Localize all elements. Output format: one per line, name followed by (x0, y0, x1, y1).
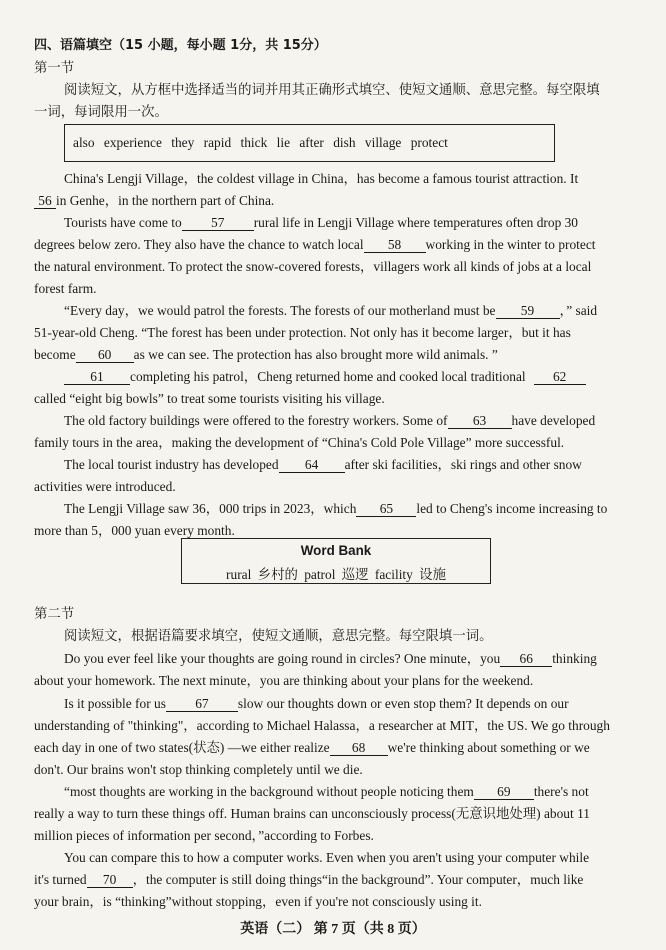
part2-instruction: 阅读短文，根据语篇要求填空，使短文通顺，意思完整。每空限填一词。 (64, 628, 493, 643)
passage1-line: degrees below zero. They also have the chance to watch local 58 working in the winter to protect (34, 237, 596, 252)
blank-61[interactable]: 61 (64, 370, 130, 385)
passage2-line: million pieces of information per second，”according to Forbes. (34, 828, 374, 843)
part1-instruction-line1: 阅读短文，从方框中选择适当的词并用其正确形式填空、使短文通顺、意思完整。每空限填 (64, 82, 600, 97)
passage1-line: Tourists have come to 57 rural life in Lengji Village where temperatures often drop 30 (64, 215, 579, 230)
blank-70[interactable]: 70 (87, 873, 133, 888)
passage1-line: family tours in the area，making the development of “China's Cold Pole Village” more successful. (34, 435, 565, 450)
passage2-line: really a way to turn these things off. Human brains can unconsciously process(无意识地处理) about 11 (34, 806, 590, 821)
blank-64[interactable]: 64 (279, 458, 345, 473)
passage1-line: more than 5，000 yuan every month. (34, 523, 235, 538)
blank-65[interactable]: 65 (356, 502, 416, 517)
blank-63[interactable]: 63 (448, 414, 512, 429)
passage1-line: activities were introduced. (34, 479, 176, 494)
passage2-line: your brain，is “thinking”without stopping，even if you're not consciously using it. (34, 894, 482, 909)
passage1-line: China's Lengji Village，the coldest village in China，has become a famous tourist attraction. It (64, 171, 579, 186)
passage2-line: “most thoughts are working in the background without people noticing them 69 there's not (64, 784, 589, 799)
passage1-line: The old factory buildings were offered to the forestry workers. Some of 63 have developed (64, 413, 596, 428)
passage1-line: The local tourist industry has developed 64 after ski facilities，ski rings and other snow (64, 457, 582, 472)
part2-heading: 第二节 (34, 606, 75, 621)
passage1-line: 51-year-old Cheng. “The forest has been under protection. Not only has it become larger，but it has (34, 325, 571, 340)
passage2-line: You can compare this to how a computer works. Even when you aren't using your computer while (64, 850, 590, 865)
passage2-line: Is it possible for us 67 slow our thoughts down or even stop them? It depends on our (64, 696, 569, 711)
page-footer: 英语（二） 第 7 页（共 8 页） (240, 922, 426, 937)
part1-instruction-line2: 一词，每词限用一次。 (34, 104, 168, 119)
blank-69[interactable]: 69 (474, 785, 534, 800)
passage2-line: understanding of "thinking"，according to Michael Halassa，a researcher at MIT，the US. We go through (34, 718, 610, 733)
passage1-line: 56 in Genhe，in the northern part of China. (34, 193, 654, 209)
blank-68[interactable]: 68 (330, 741, 388, 756)
blank-59[interactable]: 59 (496, 304, 560, 319)
word-options: also experience they rapid thick lie after dish village protect (73, 135, 448, 150)
passage2-line: Do you ever feel like your thoughts are going round in circles? One minute，you 66 thinking (64, 651, 597, 666)
blank-60[interactable]: 60 (76, 348, 134, 363)
blank-66[interactable]: 66 (500, 652, 552, 667)
blank-56[interactable]: 56 (34, 194, 56, 209)
passage2-line: each day in one of two states(状态) —we either realize 68 we're thinking about something or we (34, 740, 590, 755)
passage2-line: don't. Our brains won't stop thinking completely until we die. (34, 762, 363, 777)
passage1-line: The Lengji Village saw 36，000 trips in 2023，which 65 led to Cheng's income increasing to (64, 501, 608, 516)
word-bank-items: rural 乡村的 patrol 巡逻 facility 设施 (226, 567, 446, 582)
passage1-line: the natural environment. To protect the snow-covered forests，villagers work all kinds of jobs at a local (34, 259, 592, 274)
passage1-line: 61 completing his patrol，Cheng returned home and cooked local traditional 62 (64, 369, 654, 385)
part1-heading: 第一节 (34, 60, 75, 75)
word-bank-box (181, 538, 491, 584)
word-options-box (64, 124, 555, 162)
passage1-line: “Every day，we would patrol the forests. The forests of our motherland must be 59 ，” said (64, 303, 598, 318)
word-bank-title: Word Bank (300, 543, 372, 558)
passage1-line: become 60 as we can see. The protection has also brought more wild animals. ” (34, 347, 498, 362)
passage2-line: it's turned 70 ，the computer is still doing things“in the background”. Your computer，much like (34, 872, 584, 887)
passage1-line: called “eight big bowls” to treat some tourists visiting his village. (34, 391, 385, 406)
passage2-line: about your homework. The next minute，you are thinking about your plans for the weekend. (34, 673, 534, 688)
section-title: 四、语篇填空（15 小题，每小题 1分，共 15分） (34, 38, 327, 53)
blank-62[interactable]: 62 (534, 370, 586, 385)
passage1-line: forest farm. (34, 281, 97, 296)
blank-67[interactable]: 67 (166, 697, 238, 712)
blank-58[interactable]: 58 (364, 238, 426, 253)
blank-57[interactable]: 57 (182, 216, 254, 231)
